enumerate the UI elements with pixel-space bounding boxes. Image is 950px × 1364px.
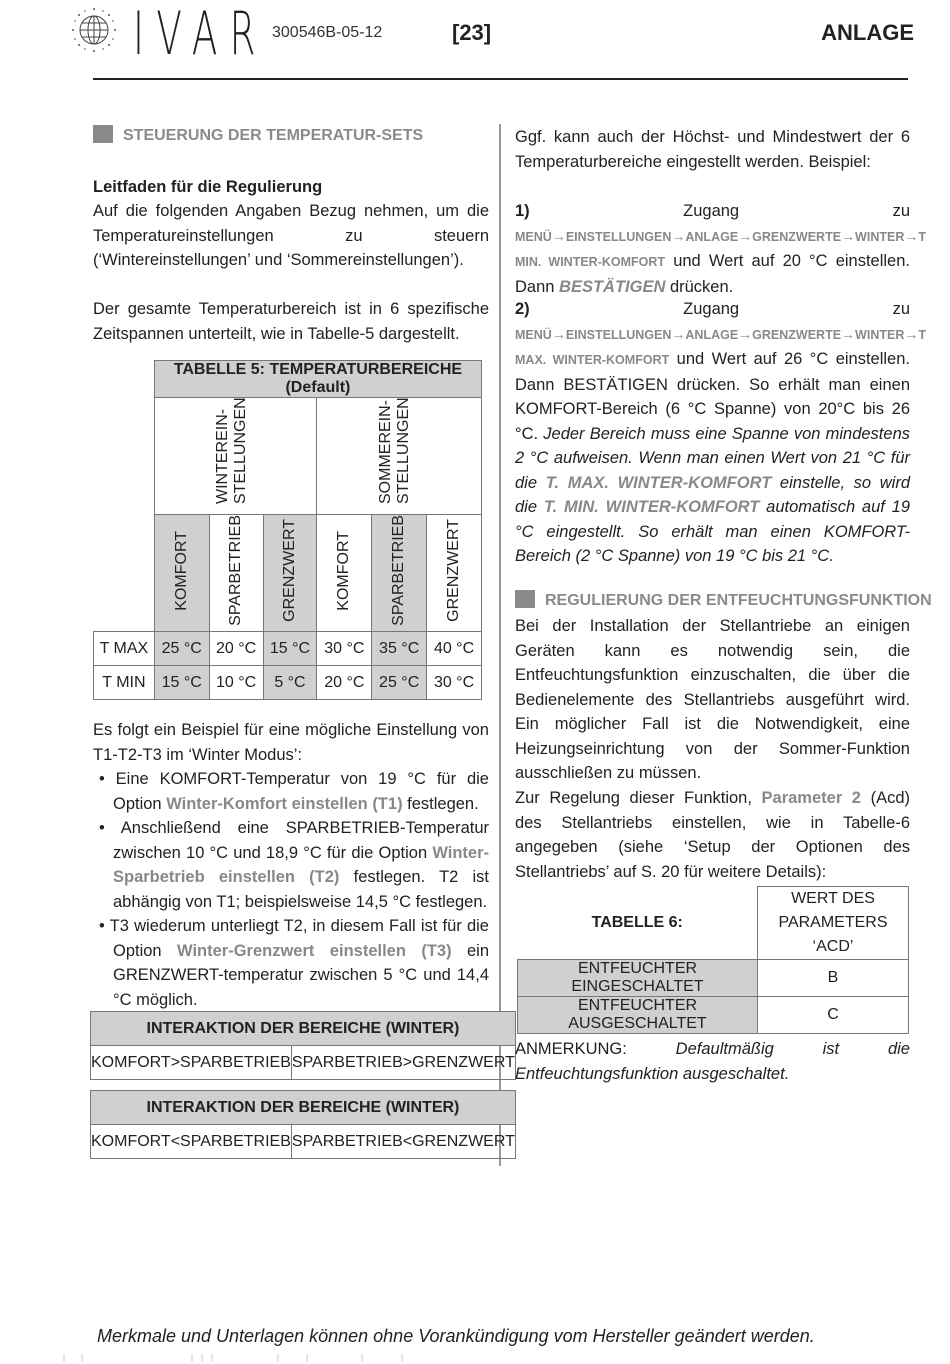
note-paragraph: ANMERKUNG: Defaultmäßig ist die Entfeuchtungsfunktion ausgeschaltet.: [515, 1040, 910, 1083]
menu-path: MENÜ→EINSTELLUNGEN→ANLAGE→GRENZWERTE→WINTER→T MAX. WINTER-KOMFORT: [515, 325, 926, 367]
intro-paragraph: Auf die folgenden Angaben Bezug nehmen, um die Temperatureinstellungen zu steuern (‘Wintereinstellungen’ und ‘Sommereinstellungen’).: [93, 202, 489, 269]
table5-cell: 25 °C: [154, 632, 209, 666]
brand-logo: IVAR: [133, 0, 268, 69]
column-divider: [499, 124, 501, 1166]
interaction-cell: SPARBETRIEB>GRENZWERT: [291, 1046, 515, 1080]
table6-column-header: WERT DES PARAMETERS ‘ACD’: [758, 887, 909, 960]
table5-cell: 15 °C: [263, 632, 317, 666]
table5-cell: 40 °C: [427, 632, 482, 666]
range-paragraph: Der gesamte Temperaturbereich ist in 6 spezifische Zeitspannen unterteilt, wie in Tabelle-5 dargestellt.: [93, 300, 489, 343]
parameter-table: [517, 886, 909, 1034]
table5-column-header: KOMFORT: [154, 515, 209, 632]
footer-disclaimer: Merkmale und Unterlagen können ohne Vorankündigung vom Hersteller geändert werden.: [97, 1326, 815, 1346]
subheading-regulation-guide: Leitfaden für die Regulierung: [93, 178, 323, 196]
table5-row-label: T MAX: [94, 632, 155, 666]
interaction-table-title: INTERAKTION DER BEREICHE (WINTER): [91, 1012, 516, 1046]
step-1: 1) Zugang zu MENÜ→EINSTELLUNGEN→ANLAGE→GRENZWERTE→WINTER→T MIN. WINTER-KOMFORT und Wert auf 20 °C einstellen. Dann BESTÄTIGEN drücken.: [515, 202, 926, 296]
table5-group-winter: WINTEREIN-STELLUNGEN: [154, 398, 317, 515]
table5-cell: 25 °C: [372, 666, 427, 700]
table5-cell: 10 °C: [209, 666, 263, 700]
table5-cell: 20 °C: [317, 666, 372, 700]
table5-column-header: SPARBETRIEB: [372, 515, 427, 632]
table6-row-label: ENTFEUCHTER AUSGESCHALTET: [518, 997, 758, 1034]
header-divider: [93, 78, 908, 80]
table5-row-label: T MIN: [94, 666, 155, 700]
table5-column-header: GRENZWERT: [263, 515, 317, 632]
table5-empty-corner: [94, 515, 155, 632]
table5-cell: 30 °C: [317, 632, 372, 666]
parameter-paragraph: Zur Regelung dieser Funktion, Parameter 2 (Acd) des Stellantriebs einstellen, wie in Tabelle-6 angegeben (siehe ‘Setup der Optionen des Stellantriebs’ auf S. 20 für weitere Details):: [515, 789, 910, 881]
table-row: [518, 960, 909, 997]
section-title: ANLAGE: [821, 20, 914, 45]
table6-cell: C: [758, 997, 909, 1034]
interaction-cell: KOMFORT>SPARBETRIEB: [91, 1046, 292, 1080]
footer-tick-marks: [62, 1354, 422, 1362]
table5-group-summer: SOMMEREIN-STELLUNGEN: [317, 398, 482, 515]
interaction-table-2: [90, 1090, 516, 1159]
table5-cell: 5 °C: [263, 666, 317, 700]
menu-path: MENÜ→EINSTELLUNGEN→ANLAGE→GRENZWERTE→WINTER→T MIN. WINTER-KOMFORT: [515, 227, 926, 269]
temperature-range-table: [93, 360, 482, 700]
interaction-cell: SPARBETRIEB<GRENZWERT: [291, 1125, 515, 1159]
table5-cell: 15 °C: [154, 666, 209, 700]
table6-row-label: ENTFEUCHTER EINGESCHALTET: [518, 960, 758, 997]
table5-cell: 35 °C: [372, 632, 427, 666]
document-code: 300546B-05-12: [272, 24, 383, 41]
table5-column-header: SPARBETRIEB: [209, 515, 263, 632]
table-row: [518, 997, 909, 1034]
table5-cell: 20 °C: [209, 632, 263, 666]
example-bullet-list: [93, 767, 489, 1012]
step-2: 2) Zugang zu MENÜ→EINSTELLUNGEN→ANLAGE→GRENZWERTE→WINTER→T MAX. WINTER-KOMFORT und Wert auf 26 °C einstellen. Dann BESTÄTIGEN drücken. So erhält man einen KOMFORT-Bereich (6 °C Spanne) von 20°C bis 26 °C. Jeder Bereich muss eine Spanne von mindestens 2 °C aufweisen. Wenn man einen Wert von 21 °C für die T. MAX. WINTER-KOMFORT einstelle, so wird die T. MIN. WINTER-KOMFORT automatisch auf 19 °C eingestellt. So erhält man einen KOMFORT-Bereich (2 °C Spanne) von 19 °C bis 21 °C.: [515, 300, 926, 565]
table5-empty-corner: [94, 398, 155, 515]
table-row: [94, 666, 482, 700]
interaction-cell: KOMFORT<SPARBETRIEB: [91, 1125, 292, 1159]
table5-empty-corner: [94, 361, 155, 398]
list-item: • Anschließend eine SPARBETRIEB-Temperatur zwischen 10 °C und 18,9 °C für die Option Winter-Sparbetrieb einstellen (T2) festlegen. T2 ist abhängig von T1; beispielsweise 14,5 °C festlegen.: [99, 819, 490, 911]
heading-square-icon: [515, 590, 535, 608]
list-item: • T3 wiederum unterliegt T2, in diesem Fall ist für die Option Winter-Grenzwert einstellen (T3) ein GRENZWERT-temperatur zwischen 5 °C und 14,4 °C möglich.: [99, 917, 490, 1009]
table-row: [94, 632, 482, 666]
table6-cell: B: [758, 960, 909, 997]
page-number: [23]: [452, 20, 492, 45]
interaction-table-1: [90, 1011, 516, 1080]
limits-intro: Ggf. kann auch der Höchst- und Mindestwert der 6 Temperaturbereiche eingestellt werden. Beispiel:: [515, 128, 910, 171]
dehumidification-paragraph: Bei der Installation der Stellantriebe an einigen Geräten kann es notwendig sein, die Entfeuchtungsfunktion einzuschalten, die über die Bedienelemente des Stellantriebs ausgeführt wird. Ein möglicher Fall ist die Notwendigkeit, eine Heizungseinrichtung von der Sommer-Funktion ausschließen zu müssen.: [515, 617, 910, 782]
section-heading-dehumidification: REGULIERUNG DER ENTFEUCHTUNGSFUNKTION: [515, 590, 932, 610]
table5-title: TABELLE 5: TEMPERATURBEREICHE (Default): [154, 361, 481, 398]
heading-square-icon: [93, 125, 113, 143]
section-heading-temperature-sets: STEUERUNG DER TEMPERATUR-SETS: [93, 125, 423, 145]
list-item: • Eine KOMFORT-Temperatur von 19 °C für die Option Winter-Komfort einstellen (T1) festlegen.: [99, 770, 489, 813]
interaction-table-title: INTERAKTION DER BEREICHE (WINTER): [91, 1091, 516, 1125]
example-intro: Es folgt ein Beispiel für eine mögliche Einstellung von T1-T2-T3 im ‘Winter Modus’:: [93, 721, 489, 764]
table6-title: TABELLE 6:: [591, 913, 683, 931]
table5-column-header: KOMFORT: [317, 515, 372, 632]
table5-cell: 30 °C: [427, 666, 482, 700]
table5-column-header: GRENZWERT: [427, 515, 482, 632]
globe-logo-icon: [70, 6, 118, 54]
